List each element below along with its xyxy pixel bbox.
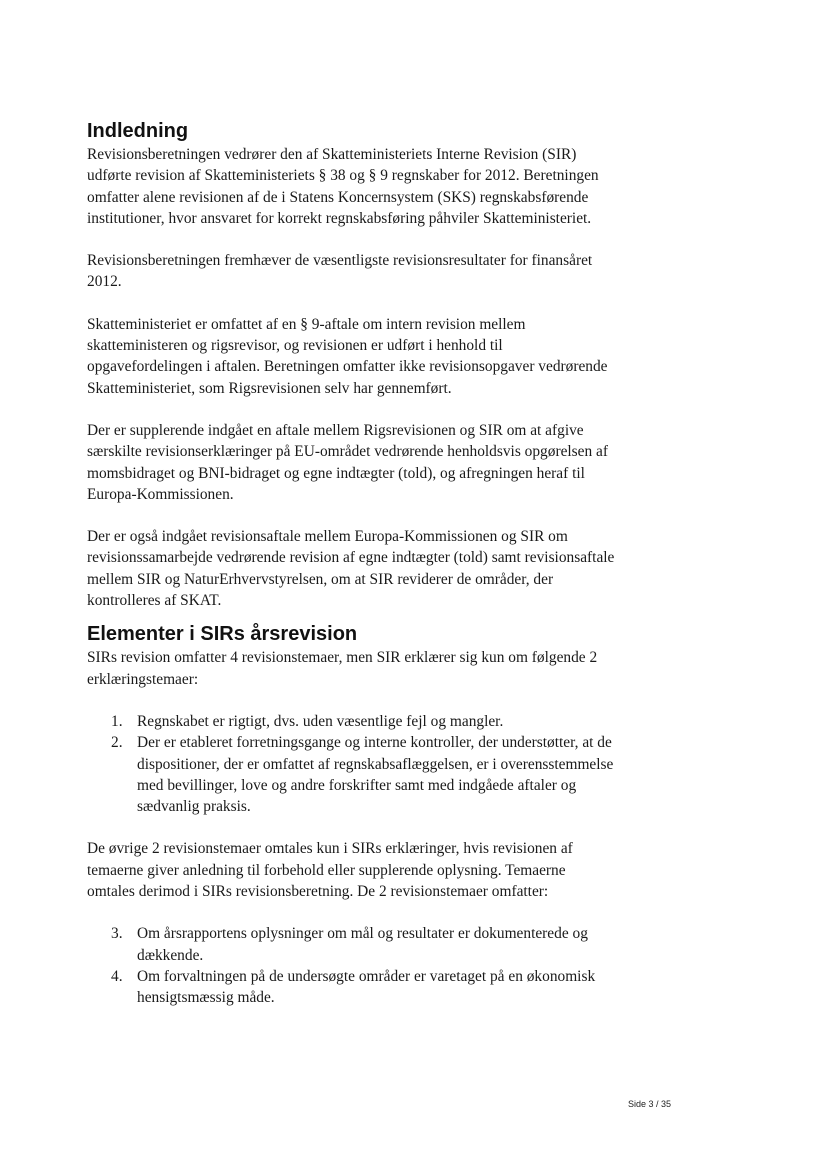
list-item-text: Om forvaltningen på de undersøgte områder er varetaget på en økonomisk hensigtsmæssig måde. [137, 967, 596, 1007]
list-item [87, 711, 617, 732]
section-heading-indledning: Indledning [87, 120, 189, 142]
list-number: 1. [111, 712, 123, 730]
list-item [87, 923, 617, 966]
list-number: 3. [111, 925, 123, 943]
list-item-text: Der er etableret forretningsgange og interne kontroller, der understøtter, at de dispositioner, der er omfattet af regnskabsaflæggelsen, er i overensstemmelse med bevillinger, love og andre forskrifter samt med indgåede aftaler og sædvanlig praksis. [137, 734, 614, 816]
list-item-text: Regnskabet er rigtigt, dvs. uden væsentlige fejl og mangler. [137, 712, 504, 730]
paragraph: Der er supplerende indgået en aftale mellem Rigsrevisionen og SIR om at afgive særskilte revisionserklæringer på EU-området vedrørende henholdsvis opgørelsen af momsbidraget og BNI-bidraget og egne indtægter (told), og afregningen heraf til Europa-Kommissionen. [87, 421, 609, 503]
page-number: Side 3 / 35 [628, 1099, 672, 1109]
paragraph: Revisionsberetningen fremhæver de væsentligste revisionsresultater for finansåret 2012. [87, 252, 593, 291]
list-number: 2. [111, 734, 123, 752]
numbered-list [87, 711, 617, 817]
list-item-text: Om årsrapportens oplysninger om mål og resultater er dokumenterede og dækkende. [137, 925, 588, 964]
paragraph: Der er også indgået revisionsaftale mellem Europa-Kommissionen og SIR om revisionssamarbejde vedrørende revision af egne indtægter (told) samt revisionsaftale mellem SIR og NaturErhvervstyrelsen, om at SIR reviderer de områder, der kontrolleres af SKAT. [87, 528, 615, 610]
paragraph: Revisionsberetningen vedrører den af Skatteministeriets Interne Revision (SIR) udførte revision af Skatteministeriets § 38 og § 9 regnskaber for 2012. Beretningen omfatter alene revisionen af de i Statens Koncernsystem (SKS) regnskabsførende institutioner, hvor ansvaret for korrekt regnskabsføring påhviler Skatteministeriet. [87, 146, 599, 227]
section-heading-elementer: Elementer i SIRs årsrevision [87, 623, 358, 646]
paragraph: Skatteministeriet er omfattet af en § 9-aftale om intern revision mellem skatteministeren og rigsrevisor, og revisionen er udført i henhold til opgavefordelingen i aftalen. Beretningen omfatter ikke revisionsopgaver vedrørende Skatteministeriet, som Rigsrevisionen selv har gennemført. [87, 315, 608, 397]
paragraph: De øvrige 2 revisionstemaer omtales kun i SIRs erklæringer, hvis revisionen af temaerne giver anledning til forbehold eller supplerende oplysning. Temaerne omtales derimod i SIRs revisionsberetning. De 2 revisionstemaer omfatter: [87, 840, 573, 901]
list-item [87, 732, 617, 817]
list-number: 4. [111, 967, 123, 985]
paragraph: SIRs revision omfatter 4 revisionstemaer, men SIR erklærer sig kun om følgende 2 erklæringstemaer: [87, 649, 598, 688]
numbered-list [87, 923, 617, 1008]
list-item [87, 966, 617, 1009]
page-content [87, 118, 617, 1009]
